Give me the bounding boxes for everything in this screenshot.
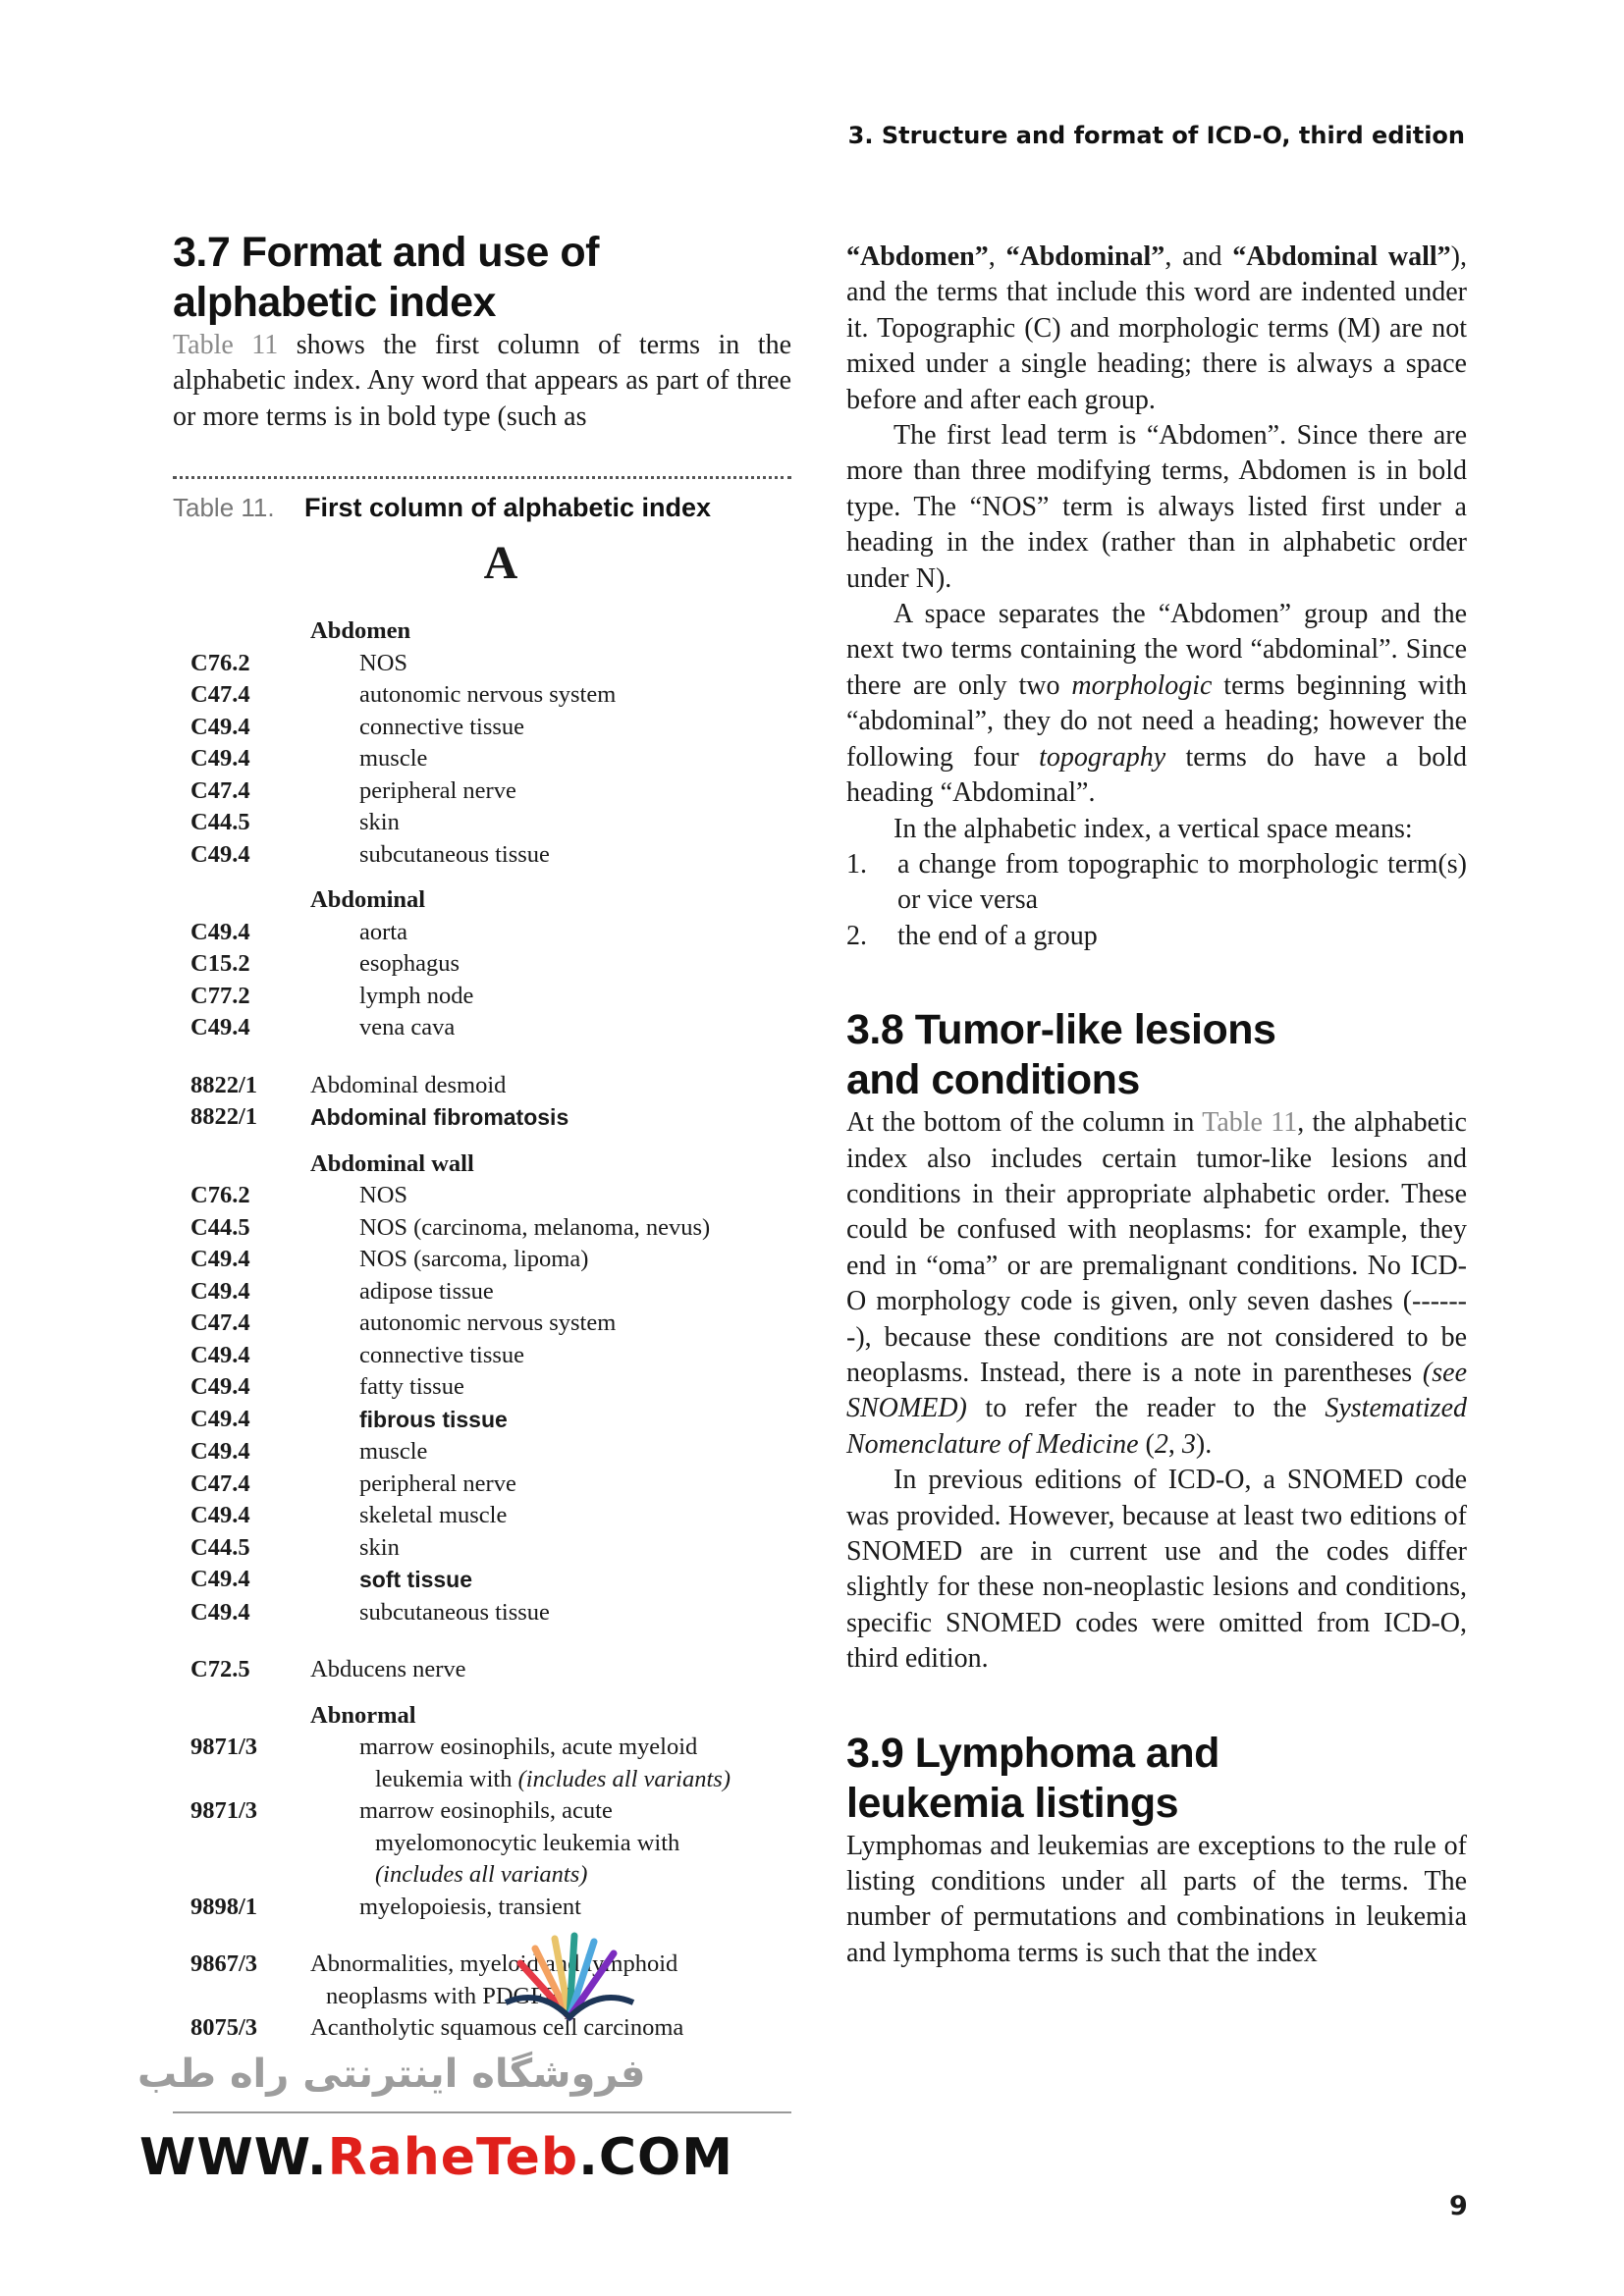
index-row: C49.4 connective tissue: [190, 1341, 525, 1368]
paragraph: In the alphabetic index, a vertical space means:: [893, 813, 1413, 844]
index-row: C49.4 vena cava: [190, 1014, 456, 1041]
store-watermark-text: فروشگاه اینترنتی راه طب: [137, 2052, 646, 2097]
store-url-watermark[interactable]: WWW.RaheTeb.COM: [139, 2128, 733, 2187]
index-row: C76.2 NOS: [190, 649, 408, 676]
index-row: 8075/3 Acantholytic squamous cell carcinoma: [190, 2014, 684, 2042]
list-item: 2. the end of a group: [846, 920, 1098, 951]
bottom-rule: [173, 2111, 791, 2113]
index-row: C49.4 NOS (sarcoma, lipoma): [190, 1246, 589, 1273]
table-number: Table 11.: [173, 493, 275, 523]
table-ref-link[interactable]: Table 11: [1202, 1107, 1298, 1139]
index-row: C44.5 NOS (carcinoma, melanoma, nevus): [190, 1213, 711, 1241]
index-heading-row: Abdominal: [310, 886, 426, 914]
paragraph: A space separates the “Abdomen” group and the next two terms containing the word “abdominal”. Since there are only two morphologic terms beginning with “abdominal”, they do not need a heading; however the following four topography terms do have a bold heading “Abdominal”.: [846, 599, 1467, 809]
index-row: C47.4 autonomic nervous system: [190, 1309, 617, 1337]
running-head: 3. Structure and format of ICD-O, third edition: [847, 122, 1465, 149]
index-letter: A: [483, 537, 518, 590]
paragraph: “Abdomen”, “Abdominal”, and “Abdominal wall”), and the terms that include this word are indented under it. Topographic (C) and morphologic terms (M) are not mixed under a single heading; there is always a space before and after each group.: [846, 241, 1467, 415]
section-3-9-title: 3.9 Lymphoma and leukemia listings: [846, 1729, 1219, 1827]
table-caption: [173, 493, 791, 523]
section-3-7-title: 3.7 Format and use of alphabetic index: [173, 229, 599, 326]
list-item: 1. a change from topographic to morphologic term(s) or vice versa: [846, 848, 1467, 916]
index-row: 9871/3 marrow eosinophils, acute myelomonocytic leukemia with (includes all variants): [190, 1797, 680, 1889]
index-row: C49.4 aorta: [190, 918, 407, 945]
index-row: C77.2 lymph node: [190, 982, 474, 1009]
index-row: C49.4 fibrous tissue: [190, 1405, 508, 1432]
dotted-divider: [173, 476, 791, 479]
index-row: C49.4 subcutaneous tissue: [190, 840, 550, 868]
paragraph: At the bottom of the column in Table 11, the alphabetic index also includes certain tumor-like lesions and conditions in their appropriate alphabetic order. These could be confused with neoplasms: for example, they end in “oma” or are premalignant conditions. No ICD-O morphology code is given, only seven dashes (-------), because these conditions are not considered to be neoplasms. Instead, there is a note in parentheses (see SNOMED) to refer the reader to the Systematized Nomenclature of Medicine (2, 3).: [846, 1107, 1467, 1460]
left-column: [173, 228, 791, 2045]
paragraph: In previous editions of ICD-O, a SNOMED code was provided. However, because at least two editions of SNOMED are in current use and the codes differ slightly for these non-neoplastic lesions and conditions, specific SNOMED codes were omitted from ICD-O, third edition.: [846, 1465, 1467, 1675]
index-row: 9898/1 myelopoiesis, transient: [190, 1893, 581, 1920]
alphabetic-index: [173, 615, 791, 2045]
index-row: 8822/1 Abdominal fibromatosis: [190, 1103, 569, 1131]
index-heading-row: Abnormal: [310, 1701, 416, 1729]
index-row: C15.2 esophagus: [190, 950, 460, 978]
index-row: C49.4 skeletal muscle: [190, 1502, 508, 1529]
section-3-8-title: 3.8 Tumor-like lesions and conditions: [846, 1006, 1276, 1104]
index-row: 9871/3 marrow eosinophils, acute myeloid leukemia with (includes all variants): [190, 1734, 731, 1792]
index-row: C49.4 soft tissue: [190, 1566, 473, 1593]
index-row: C72.5 Abducens nerve: [190, 1656, 466, 1683]
section-3-7-intro: Table 11 shows the first column of terms in the alphabetic index. Any word that appears as part of three or more terms is in bold type (such as: [173, 330, 792, 432]
index-row: C44.5 skin: [190, 809, 400, 836]
right-column: [846, 240, 1467, 1971]
numbered-list: [846, 847, 1467, 954]
index-row: C47.4 peripheral nerve: [190, 1469, 516, 1497]
index-row: C76.2 NOS: [190, 1182, 408, 1209]
index-row: C49.4 adipose tissue: [190, 1277, 494, 1305]
index-row: C44.5 skin: [190, 1533, 400, 1561]
table-title: First column of alphabetic index: [304, 493, 712, 523]
table-ref-link[interactable]: Table 11: [173, 330, 279, 360]
index-row: 9867/3 Abnormalities, myeloid and lymphoid neoplasms with PDGFRA: [190, 1950, 678, 2009]
index-row: C47.4 autonomic nervous system: [190, 681, 617, 709]
book-logo-icon: [491, 1924, 648, 2032]
index-row: C47.4 peripheral nerve: [190, 776, 516, 804]
index-row: C49.4 fatty tissue: [190, 1373, 464, 1401]
index-row: C49.4 connective tissue: [190, 713, 525, 740]
index-heading-row: Abdominal wall: [310, 1149, 474, 1177]
paragraph: Lymphomas and leukemias are exceptions to the rule of listing conditions under all parts of the terms. The number of permutations and combinations in leukemia and lymphoma terms is such that the index: [846, 1830, 1467, 1968]
page-number: 9: [1449, 2191, 1468, 2221]
index-row: C49.4 muscle: [190, 745, 428, 773]
index-row: 8822/1 Abdominal desmoid: [190, 1071, 507, 1098]
index-row: C49.4 subcutaneous tissue: [190, 1598, 550, 1626]
index-row: C49.4 muscle: [190, 1438, 428, 1466]
index-heading-row: Abdomen: [310, 617, 411, 645]
paragraph: The first lead term is “Abdomen”. Since there are more than three modifying terms, Abdomen is in bold type. The “NOS” term is always listed first under a heading in the index (rather than in alphabetic order under N).: [846, 420, 1467, 594]
